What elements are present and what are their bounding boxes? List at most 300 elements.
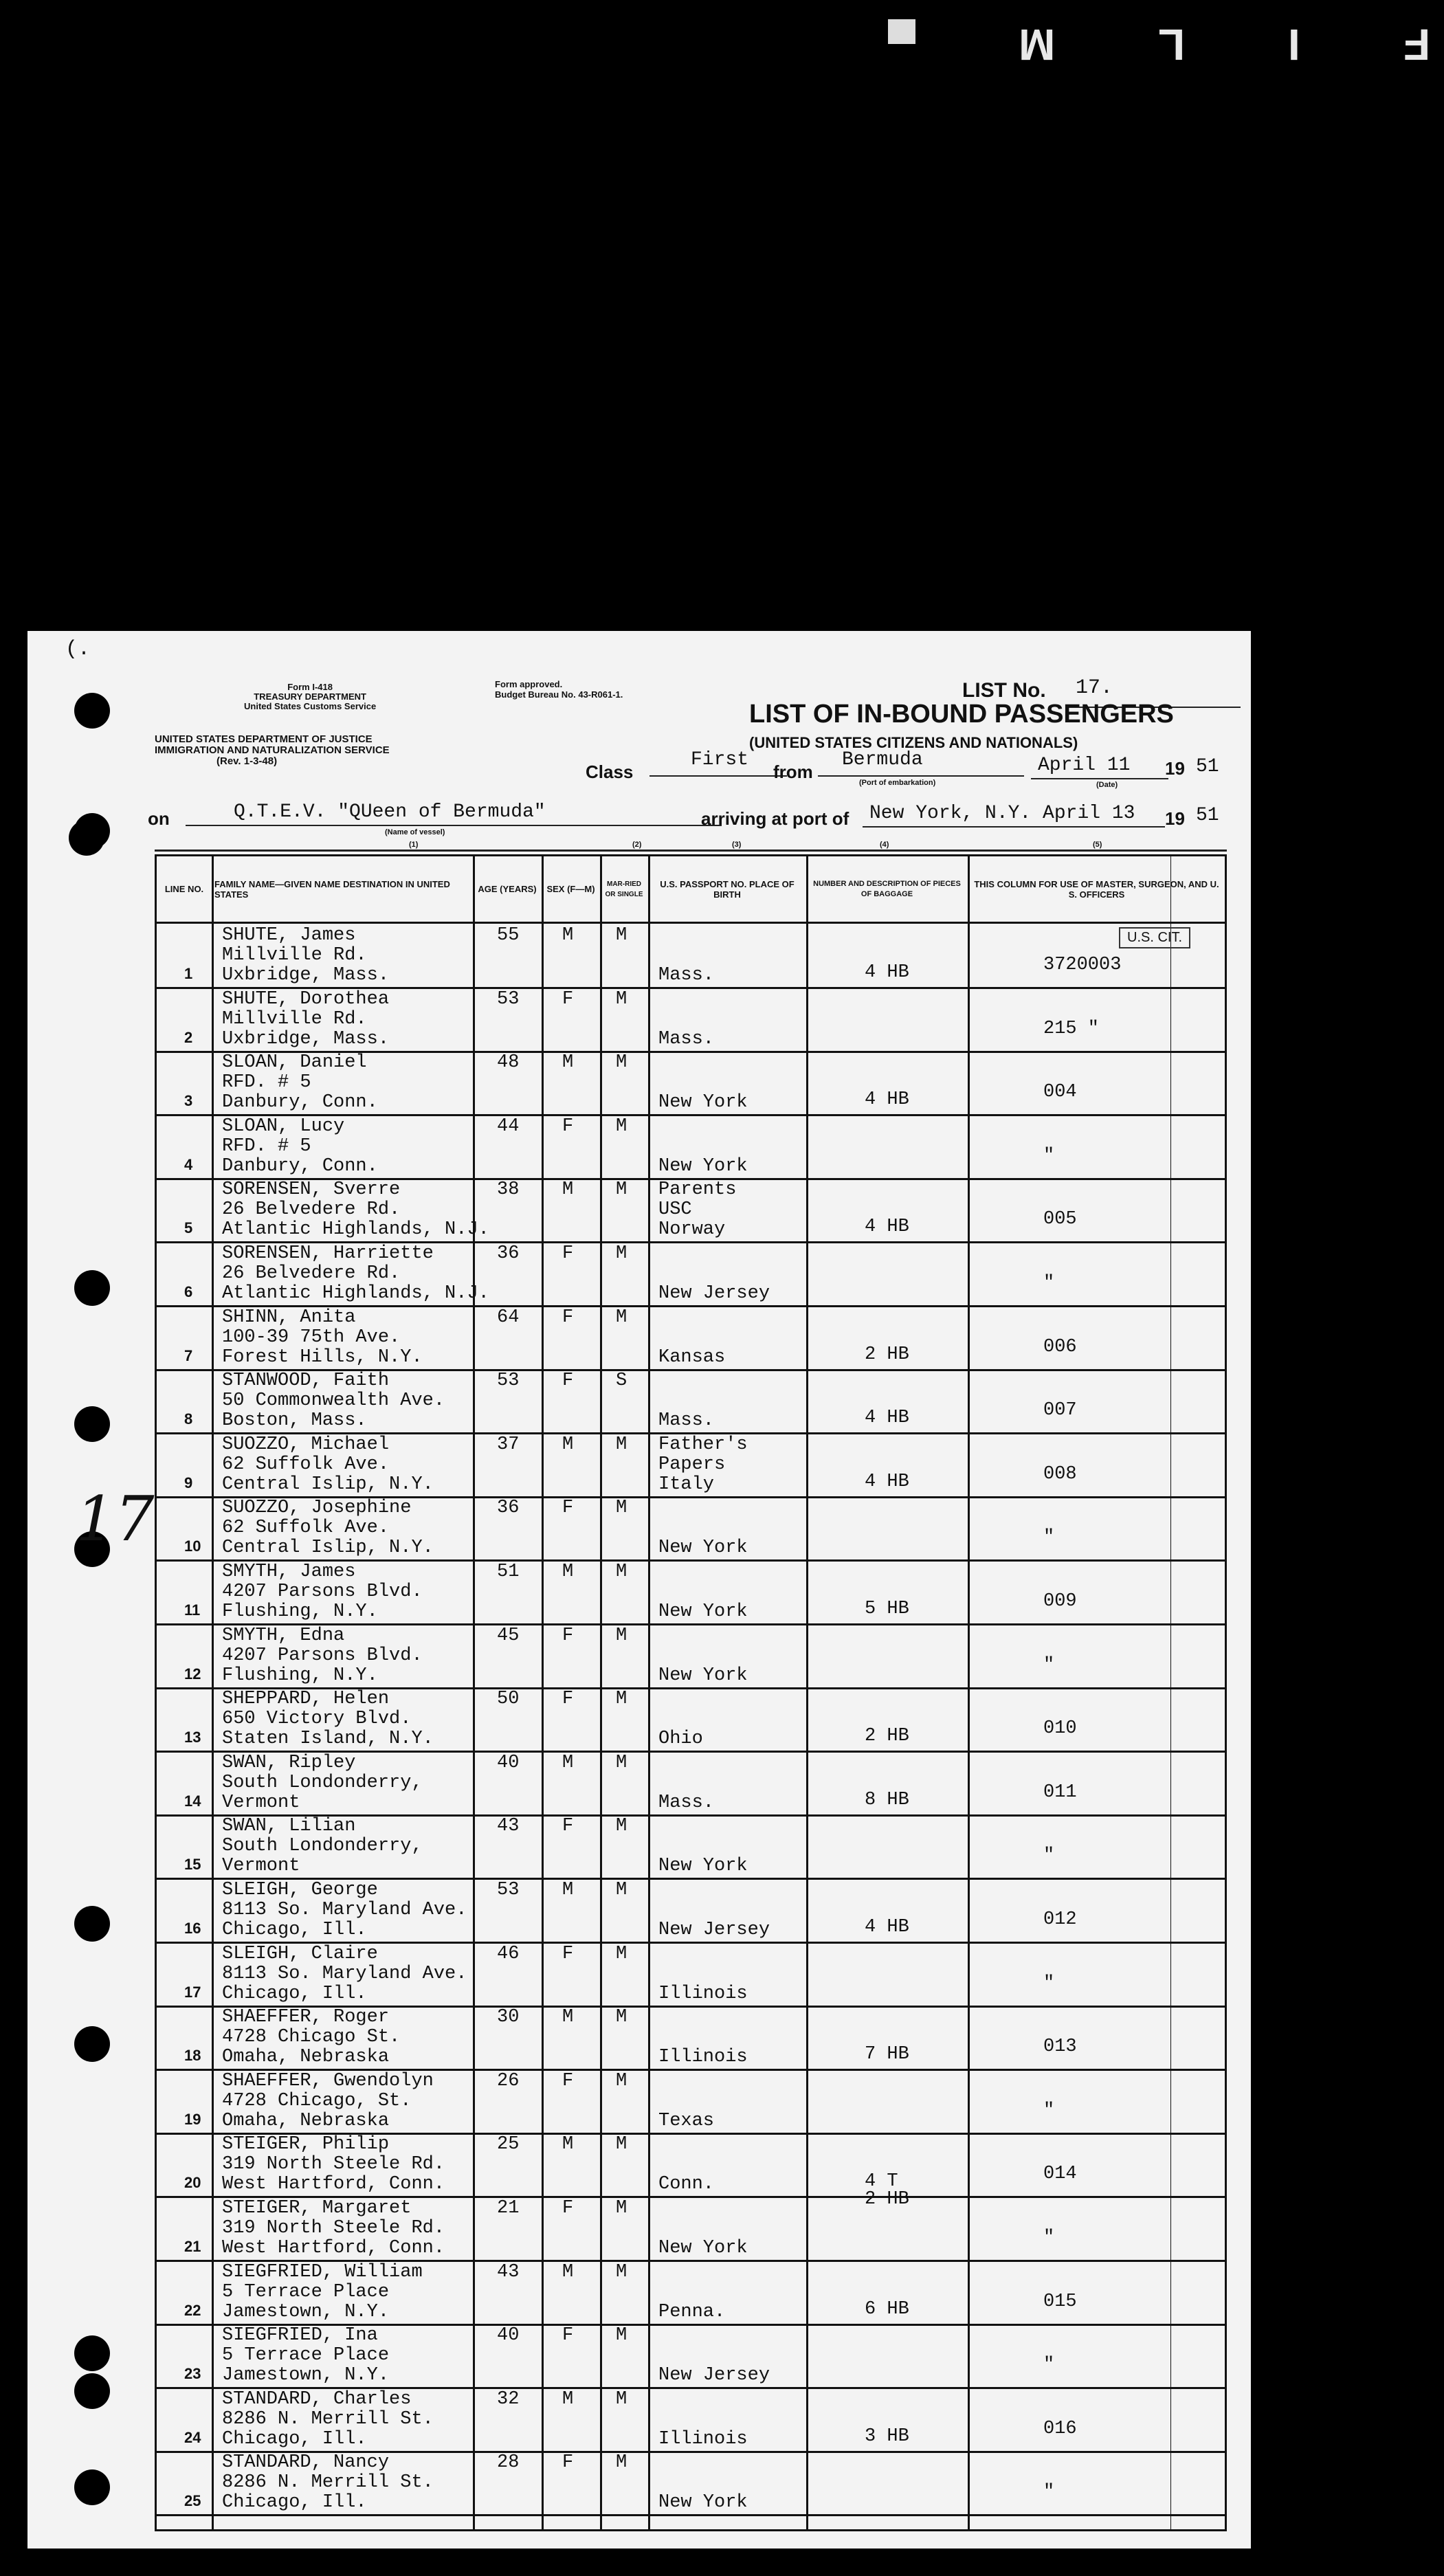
sex-cell: F — [562, 1115, 574, 1137]
birth-line: Illinois — [658, 2047, 748, 2068]
table-row — [157, 1051, 1225, 1116]
table-row — [157, 2451, 1225, 2516]
name-line: Jamestown, N.Y. — [222, 2301, 390, 2322]
form-approval — [495, 679, 623, 700]
age-cell: 37 — [497, 1434, 520, 1455]
birth-line: Mass. — [658, 965, 715, 986]
film-box-icon — [888, 19, 915, 44]
table-row — [157, 1178, 1225, 1243]
table-row — [157, 1306, 1225, 1371]
age-cell: 43 — [497, 1816, 520, 1837]
sex-cell: M — [562, 2261, 574, 2283]
sex-cell: M — [562, 1562, 574, 1582]
list-no-label: LIST No. — [962, 679, 1046, 702]
marital-cell: M — [616, 2325, 627, 2346]
treasury-dept: TREASURY DEPARTMENT — [254, 691, 366, 702]
sex-cell: F — [562, 1689, 574, 1710]
list-number — [962, 676, 1113, 702]
table-row — [157, 1242, 1225, 1307]
date-value: April 11 — [1038, 755, 1131, 776]
film-marks — [888, 19, 1430, 70]
age-cell: 55 — [497, 925, 520, 946]
name-line: Omaha, Nebraska — [222, 2047, 390, 2068]
officer-cell: 005 — [1043, 1209, 1077, 1230]
name-line: Central Islip, N.Y. — [222, 1537, 434, 1559]
name-line: SLEIGH, Claire — [222, 1943, 378, 1964]
officer-cell: " — [1043, 1654, 1055, 1676]
table-row — [157, 2324, 1225, 2389]
birth-line: Papers — [658, 1454, 726, 1475]
justice-dept: UNITED STATES DEPARTMENT OF JUSTICE — [155, 733, 373, 745]
name-line: West Hartford, Conn. — [222, 2174, 445, 2195]
birth-line: Mass. — [658, 1792, 715, 1813]
name-line: STANWOOD, Faith — [222, 1370, 390, 1392]
header-age: AGE (YEARS) — [478, 884, 537, 894]
punch-hole — [74, 1406, 110, 1442]
film-mark-f: F — [1403, 20, 1430, 69]
baggage-cell: 4 HB — [865, 1217, 909, 1238]
punch-hole — [74, 2335, 110, 2371]
name-line: Chicago, Ill. — [222, 1983, 367, 2004]
marital-cell: M — [616, 1880, 627, 1900]
sex-cell: F — [562, 1243, 574, 1264]
name-line: SUOZZO, Michael — [222, 1434, 390, 1455]
name-line: STANDARD, Nancy — [222, 2452, 390, 2474]
name-line: 650 Victory Blvd. — [222, 1709, 412, 1730]
age-cell: 26 — [497, 2070, 520, 2091]
age-cell: 64 — [497, 1307, 520, 1328]
officer-cell: 3720003 — [1043, 955, 1122, 975]
name-line: Millville Rd. — [222, 945, 367, 966]
baggage-cell: 6 HB — [865, 2298, 909, 2320]
line-number: 6 — [184, 1283, 193, 1300]
age-cell: 46 — [497, 1943, 520, 1964]
baggage-cell: 2 HB — [865, 1344, 909, 1365]
name-line: West Hartford, Conn. — [222, 2238, 445, 2258]
header-baggage: NUMBER AND DESCRIPTION OF PIECES OF BAGGAGE — [813, 879, 961, 898]
name-line: Jamestown, N.Y. — [222, 2365, 390, 2386]
birth-line: Father's — [658, 1434, 748, 1455]
birth-line: New York — [658, 1601, 748, 1622]
name-line: Omaha, Nebraska — [222, 2110, 390, 2131]
customs-service: United States Customs Service — [244, 701, 377, 711]
birth-line: Mass. — [658, 1028, 715, 1050]
sex-cell: F — [562, 2198, 574, 2219]
page-title: LIST OF IN-BOUND PASSENGERS — [749, 700, 1174, 729]
marital-cell: M — [616, 1752, 627, 1773]
line-number: 7 — [184, 1346, 193, 1364]
passenger-table — [155, 854, 1227, 2531]
header-name: FAMILY NAME—GIVEN NAME DESTINATION IN UNITED STATES — [214, 878, 450, 900]
punch-hole — [74, 1270, 110, 1306]
header-line-no: LINE NO. — [164, 884, 204, 894]
name-line: 8113 So. Maryland Ave. — [222, 1963, 467, 1984]
name-line: 50 Commonwealth Ave. — [222, 1390, 445, 1412]
officer-cell: " — [1043, 2100, 1055, 2121]
citizen-stamp: U.S. CIT. — [1119, 927, 1190, 948]
table-row — [157, 2197, 1225, 2262]
justice-dept-block — [155, 734, 390, 767]
on-label: on — [148, 808, 170, 829]
line-number: 5 — [184, 1219, 193, 1237]
marital-cell: M — [616, 988, 627, 1010]
table-row — [157, 1878, 1225, 1944]
passenger-list-page — [27, 631, 1251, 2549]
name-line: 8286 N. Merrill St. — [222, 2472, 434, 2494]
name-line: STEIGER, Philip — [222, 2134, 390, 2155]
age-cell: 21 — [497, 2198, 520, 2219]
baggage-cell: 8 HB — [865, 1789, 909, 1810]
name-line: 4728 Chicago, St. — [222, 2090, 412, 2111]
sex-cell: M — [562, 1052, 574, 1074]
name-line: 62 Suffolk Ave. — [222, 1454, 390, 1475]
officer-cell: 014 — [1043, 2164, 1077, 2185]
margin-note: 17 — [76, 1483, 155, 1555]
name-line: South Londonderry, — [222, 1836, 423, 1857]
officer-cell: 215 " — [1043, 1018, 1100, 1039]
name-line: 62 Suffolk Ave. — [222, 1518, 390, 1539]
line-number: 22 — [184, 2301, 201, 2319]
from-value: Bermuda — [842, 749, 923, 770]
birth-line: New York — [658, 1856, 748, 1877]
name-line: SIEGFRIED, Ina — [222, 2325, 378, 2346]
birth-line: USC — [658, 1199, 692, 1221]
date-year-prefix: 19 — [1165, 758, 1185, 779]
name-line: Vermont — [222, 1792, 300, 1813]
baggage-cell: 5 HB — [865, 1599, 909, 1619]
name-line: STANDARD, Charles — [222, 2388, 412, 2410]
birth-line: New York — [658, 1537, 748, 1559]
punch-hole — [74, 1906, 110, 1942]
sex-cell: M — [562, 925, 574, 946]
header-officers: THIS COLUMN FOR USE OF MASTER, SURGEON, AND U. S. OFFICERS — [974, 878, 1219, 900]
arrival-year: 51 — [1196, 805, 1219, 826]
line-number: 16 — [184, 1920, 201, 1937]
officer-cell: 012 — [1043, 1909, 1077, 1930]
name-line: 4207 Parsons Blvd. — [222, 1645, 423, 1666]
marital-cell: M — [616, 1179, 627, 1201]
name-line: SHEPPARD, Helen — [222, 1689, 390, 1710]
age-cell: 38 — [497, 1179, 520, 1201]
marital-cell: M — [616, 2007, 627, 2028]
marital-cell: M — [616, 1052, 627, 1074]
name-line: Chicago, Ill. — [222, 1920, 367, 1940]
table-row — [157, 1433, 1225, 1498]
sex-cell: F — [562, 1498, 574, 1519]
vessel-caption: (Name of vessel) — [385, 828, 445, 836]
table-row — [157, 1624, 1225, 1689]
marital-cell: M — [616, 2452, 627, 2474]
baggage-cell: 7 HB — [865, 2044, 909, 2065]
birth-line: Conn. — [658, 2174, 715, 2195]
ins-service: IMMIGRATION AND NATURALIZATION SERVICE — [155, 744, 390, 756]
col-number-4: (4) — [880, 841, 889, 849]
age-cell: 44 — [497, 1115, 520, 1137]
vessel-name: Q.T.E.V. "QUeen of Bermuda" — [234, 801, 546, 823]
name-line: 4728 Chicago St. — [222, 2027, 401, 2048]
baggage-cell: 4 HB — [865, 1089, 909, 1111]
marital-cell: M — [616, 2261, 627, 2283]
marital-cell: M — [616, 925, 627, 946]
from-caption: (Port of embarkation) — [859, 779, 936, 787]
line-number: 12 — [184, 1665, 201, 1683]
name-line: Millville Rd. — [222, 1008, 367, 1030]
birth-line: Ohio — [658, 1729, 703, 1750]
punch-hole — [69, 820, 104, 856]
sex-cell: F — [562, 2452, 574, 2474]
name-line: Vermont — [222, 1856, 300, 1877]
sex-cell: F — [562, 1370, 574, 1392]
line-number: 21 — [184, 2238, 201, 2255]
class-value: First — [691, 749, 749, 770]
sex-cell: M — [562, 1752, 574, 1773]
form-header-left — [244, 682, 376, 711]
table-row — [157, 1751, 1225, 1817]
birth-line: New Jersey — [658, 2365, 770, 2386]
age-cell: 45 — [497, 1625, 520, 1646]
line-number: 13 — [184, 1729, 201, 1746]
page-subtitle: (UNITED STATES CITIZENS AND NATIONALS) — [749, 734, 1078, 751]
sex-cell: F — [562, 1307, 574, 1328]
name-line: 100-39 75th Ave. — [222, 1326, 401, 1348]
punch-hole — [74, 2469, 110, 2505]
line-number: 24 — [184, 2428, 201, 2446]
date-caption: (Date) — [1096, 781, 1118, 789]
baggage-cell: 2 HB — [865, 1726, 909, 1747]
col-number-3: (3) — [732, 841, 742, 849]
name-line: SMYTH, James — [222, 1562, 356, 1582]
officer-cell: 007 — [1043, 1400, 1077, 1421]
date-year: 51 — [1196, 756, 1219, 777]
officer-cell: 011 — [1043, 1781, 1077, 1803]
birth-line: Italy — [658, 1474, 715, 1495]
class-label: Class — [586, 762, 634, 782]
budget-bureau: Budget Bureau No. 43-R061-1. — [495, 689, 623, 700]
sex-cell: M — [562, 1179, 574, 1201]
name-line: Flushing, N.Y. — [222, 1601, 378, 1622]
name-line: 5 Terrace Place — [222, 2281, 390, 2302]
table-row — [157, 1687, 1225, 1753]
baggage-cell: 4 HB — [865, 962, 909, 983]
birth-line: Norway — [658, 1219, 726, 1241]
name-line: 319 North Steele Rd. — [222, 2154, 445, 2175]
officer-cell: 008 — [1043, 1463, 1077, 1485]
marital-cell: M — [616, 1434, 627, 1455]
name-line: SHAEFFER, Gwendolyn — [222, 2070, 434, 2091]
line-number: 9 — [184, 1474, 193, 1491]
officer-cell: 010 — [1043, 1718, 1077, 1740]
marital-cell: M — [616, 2134, 627, 2155]
form-revision: (Rev. 1-3-48) — [216, 755, 278, 767]
name-line: Chicago, Ill. — [222, 2428, 367, 2450]
sex-cell: F — [562, 1625, 574, 1646]
name-line: SHUTE, James — [222, 925, 356, 946]
name-line: SORENSEN, Harriette — [222, 1243, 434, 1264]
name-line: 26 Belvedere Rd. — [222, 1263, 401, 1284]
line-number: 2 — [184, 1028, 193, 1046]
name-line: Danbury, Conn. — [222, 1155, 378, 1177]
film-mark-i: I — [1288, 20, 1300, 69]
officer-cell: " — [1043, 1973, 1055, 1994]
line-number: 10 — [184, 1537, 201, 1555]
name-line: STEIGER, Margaret — [222, 2198, 412, 2219]
baggage-cell: 4 T 2 HB — [865, 2171, 909, 2210]
header-birth: U.S. PASSPORT NO. PLACE OF BIRTH — [660, 878, 795, 900]
birth-line: Kansas — [658, 1346, 726, 1368]
age-cell: 53 — [497, 1880, 520, 1900]
arriving-label: arriving at port of — [701, 808, 849, 829]
marital-cell: M — [616, 1115, 627, 1137]
baggage-cell: 4 HB — [865, 1408, 909, 1429]
name-line: Atlantic Highlands, N.J. — [222, 1283, 489, 1304]
line-number: 14 — [184, 1792, 201, 1810]
birth-line: Parents — [658, 1179, 737, 1201]
arrival-port: New York, N.Y. April 13 — [869, 803, 1135, 824]
marital-cell: M — [616, 2198, 627, 2219]
birth-line: Texas — [658, 2110, 715, 2131]
sex-cell: M — [562, 1880, 574, 1900]
baggage-cell: 4 HB — [865, 1917, 909, 1937]
age-cell: 36 — [497, 1243, 520, 1264]
film-mark-m: M — [1018, 20, 1056, 69]
line-number: 1 — [184, 965, 193, 982]
name-line: 8113 So. Maryland Ave. — [222, 1900, 467, 1920]
name-line: Uxbridge, Mass. — [222, 965, 390, 986]
name-line: SUOZZO, Josephine — [222, 1498, 412, 1519]
age-cell: 51 — [497, 1562, 520, 1582]
col-number-5: (5) — [1093, 841, 1102, 849]
line-number: 18 — [184, 2047, 201, 2065]
table-row — [157, 2069, 1225, 2135]
name-line: Atlantic Highlands, N.J. — [222, 1219, 489, 1241]
punch-hole — [74, 2026, 110, 2062]
age-cell: 40 — [497, 2325, 520, 2346]
name-line: SWAN, Lilian — [222, 1816, 356, 1837]
marital-cell: M — [616, 1625, 627, 1646]
sex-cell: F — [562, 2070, 574, 2091]
table-row — [157, 1115, 1225, 1180]
marital-cell: M — [616, 2070, 627, 2091]
officer-cell: 009 — [1043, 1591, 1077, 1612]
arrival-year-prefix: 19 — [1165, 808, 1185, 829]
officer-cell: " — [1043, 1145, 1055, 1166]
officer-cell: 013 — [1043, 2036, 1077, 2058]
form-number: Form I-418 — [287, 682, 333, 692]
col-number-2: (2) — [632, 841, 642, 849]
punch-hole — [74, 693, 110, 729]
marital-cell: M — [616, 1816, 627, 1837]
marital-cell: M — [616, 2388, 627, 2410]
table-row — [157, 2388, 1225, 2453]
sex-cell: M — [562, 2134, 574, 2155]
name-line: RFD. # 5 — [222, 1072, 311, 1093]
name-line: 5 Terrace Place — [222, 2345, 390, 2366]
line-number: 25 — [184, 2492, 201, 2510]
sex-cell: M — [562, 2007, 574, 2028]
header-married: MAR-RIED OR SINGLE — [605, 880, 643, 898]
marital-cell: M — [616, 1562, 627, 1582]
name-line: 319 North Steele Rd. — [222, 2218, 445, 2239]
name-line: 26 Belvedere Rd. — [222, 1199, 401, 1221]
name-line: RFD. # 5 — [222, 1135, 311, 1157]
age-cell: 30 — [497, 2007, 520, 2028]
officer-cell: 004 — [1043, 1082, 1077, 1103]
birth-line: Mass. — [658, 1410, 715, 1432]
name-line: Forest Hills, N.Y. — [222, 1346, 423, 1368]
age-cell: 50 — [497, 1689, 520, 1710]
name-line: Boston, Mass. — [222, 1410, 367, 1432]
table-row — [157, 2006, 1225, 2071]
name-line: SLOAN, Daniel — [222, 1052, 367, 1074]
punch-hole — [74, 2373, 110, 2409]
officer-cell: 015 — [1043, 2291, 1077, 2312]
birth-line: New York — [658, 2492, 748, 2513]
baggage-cell: 4 HB — [865, 1471, 909, 1492]
officer-cell: 016 — [1043, 2418, 1077, 2439]
name-line: Staten Island, N.Y. — [222, 1729, 434, 1750]
name-line: Central Islip, N.Y. — [222, 1474, 434, 1495]
birth-line: New York — [658, 1092, 748, 1113]
sex-cell: F — [562, 988, 574, 1010]
name-line: SLOAN, Lucy — [222, 1115, 345, 1137]
birth-line: Illinois — [658, 2428, 748, 2450]
name-line: Uxbridge, Mass. — [222, 1028, 390, 1050]
sex-cell: F — [562, 1943, 574, 1964]
marital-cell: M — [616, 1943, 627, 1964]
age-cell: 53 — [497, 988, 520, 1010]
name-line: Danbury, Conn. — [222, 1092, 378, 1113]
name-line: Flushing, N.Y. — [222, 1665, 378, 1686]
table-row — [157, 1496, 1225, 1562]
table-row — [157, 988, 1225, 1053]
sex-cell: M — [562, 1434, 574, 1455]
name-line: 4207 Parsons Blvd. — [222, 1581, 423, 1602]
list-no-value: 17. — [1076, 676, 1113, 700]
name-line: SHAEFFER, Roger — [222, 2007, 390, 2028]
table-row — [157, 1942, 1225, 2008]
table-row — [157, 2261, 1225, 2326]
officer-cell: " — [1043, 2482, 1055, 2503]
name-line: SLEIGH, George — [222, 1880, 378, 1900]
corner-mark: (. — [65, 638, 91, 661]
table-row — [157, 1560, 1225, 1625]
officer-cell: " — [1043, 1273, 1055, 1293]
name-line: South Londonderry, — [222, 1772, 423, 1793]
line-number: 3 — [184, 1092, 193, 1110]
officer-cell: 006 — [1043, 1336, 1077, 1357]
sex-cell: F — [562, 1816, 574, 1837]
line-number: 8 — [184, 1410, 193, 1428]
line-number: 17 — [184, 1983, 201, 2001]
sex-cell: F — [562, 2325, 574, 2346]
name-line: SHUTE, Dorothea — [222, 988, 390, 1010]
age-cell: 28 — [497, 2452, 520, 2474]
line-number: 20 — [184, 2174, 201, 2192]
birth-line: New York — [658, 1665, 748, 1686]
marital-cell: M — [616, 1689, 627, 1710]
age-cell: 40 — [497, 1752, 520, 1773]
line-number: 23 — [184, 2365, 201, 2383]
header-sex: SEX (F—M) — [546, 884, 595, 894]
name-line: SWAN, Ripley — [222, 1752, 356, 1773]
age-cell: 25 — [497, 2134, 520, 2155]
line-number: 4 — [184, 1155, 193, 1173]
name-line: SIEGFRIED, William — [222, 2261, 423, 2283]
birth-line: Penna. — [658, 2301, 726, 2322]
name-line: SMYTH, Edna — [222, 1625, 345, 1646]
film-mark-l: L — [1158, 20, 1186, 69]
age-cell: 43 — [497, 2261, 520, 2283]
